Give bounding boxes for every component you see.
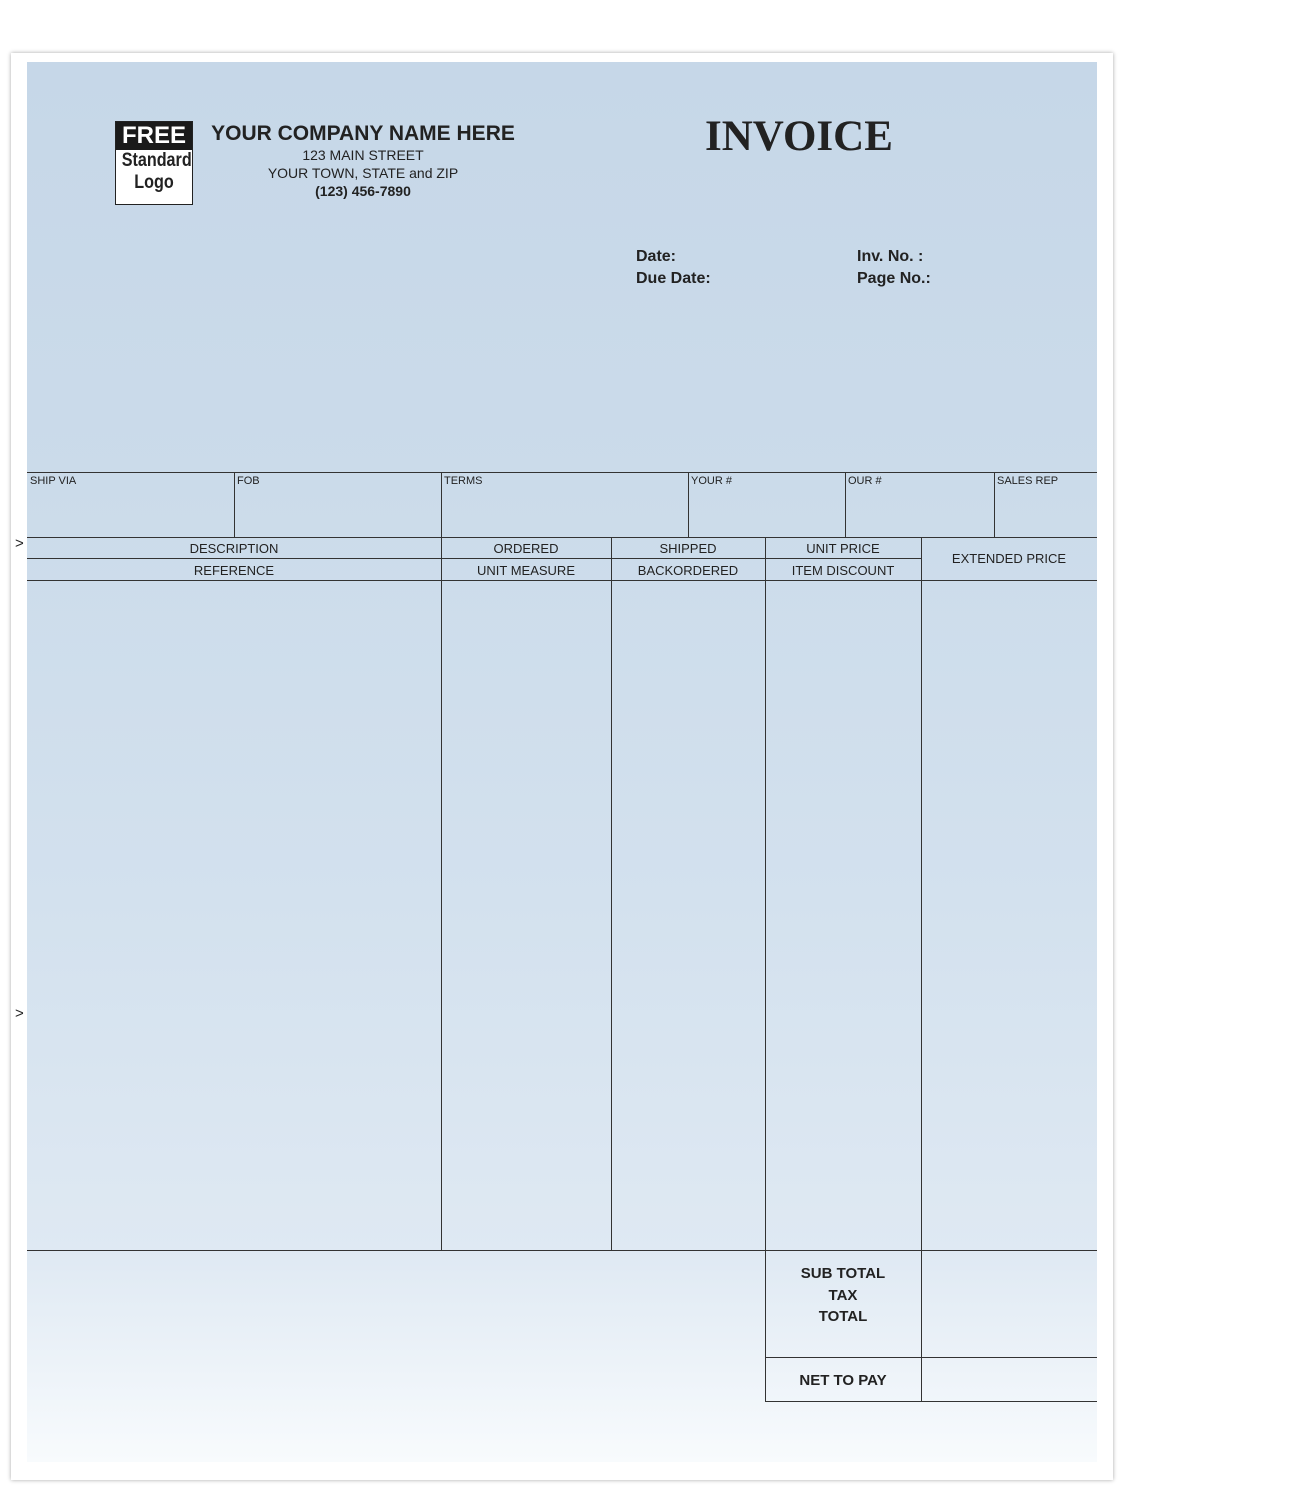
ordered-header: ORDERED <box>493 541 559 556</box>
shipped-header: SHIPPED <box>659 541 717 556</box>
parchment-background <box>27 62 1097 1462</box>
rule <box>994 472 995 537</box>
sales-rep-label: SALES REP <box>997 475 1059 487</box>
rule <box>441 472 442 537</box>
our-number-label: OUR # <box>848 475 882 487</box>
logo-text: Logo <box>134 172 174 193</box>
rule <box>611 537 612 1250</box>
backordered-header: BACKORDERED <box>637 563 739 578</box>
description-header: DESCRIPTION <box>189 541 279 556</box>
company-phone: (123) 456-7890 <box>315 183 411 199</box>
due-date-label: Due Date: <box>636 270 711 287</box>
logo-standard: Standard <box>121 150 192 171</box>
rule <box>27 558 921 559</box>
ship-via-label: SHIP VIA <box>30 475 77 487</box>
rule <box>921 537 922 1401</box>
rule <box>441 537 442 1250</box>
sub-total-label: SUB TOTAL <box>800 1265 886 1282</box>
your-number-label: YOUR # <box>691 475 732 487</box>
invoice-title: INVOICE <box>705 113 893 160</box>
logo <box>115 121 193 205</box>
reference-header: REFERENCE <box>193 563 275 578</box>
terms-label: TERMS <box>444 475 483 487</box>
fob-label: FOB <box>237 475 260 487</box>
item-discount-header: ITEM DISCOUNT <box>791 563 895 578</box>
rule <box>27 580 1097 581</box>
page-no-label: Page No.: <box>857 270 931 287</box>
rule <box>845 472 846 537</box>
extended-price-header: EXTENDED PRICE <box>951 551 1067 566</box>
inv-no-label: Inv. No. : <box>857 248 924 265</box>
rule <box>688 472 689 537</box>
company-street: 123 MAIN STREET <box>302 147 424 163</box>
logo-free: FREE <box>116 122 192 150</box>
total-label: TOTAL <box>818 1308 868 1325</box>
company-city: YOUR TOWN, STATE and ZIP <box>267 165 459 181</box>
company-name: YOUR COMPANY NAME HERE <box>211 122 515 145</box>
rule <box>27 472 1097 473</box>
company-block <box>203 122 523 200</box>
fold-marker: > <box>15 535 24 552</box>
date-label: Date: <box>636 248 677 265</box>
rule <box>234 472 235 537</box>
fold-marker: > <box>15 1005 24 1022</box>
rule <box>27 537 1097 538</box>
rule <box>27 1250 1097 1251</box>
rule <box>765 1401 1097 1402</box>
tax-label: TAX <box>828 1287 858 1304</box>
rule <box>765 1357 1097 1358</box>
net-to-pay-label: NET TO PAY <box>799 1372 887 1389</box>
unit-measure-header: UNIT MEASURE <box>477 563 575 578</box>
unit-price-header: UNIT PRICE <box>806 541 880 556</box>
